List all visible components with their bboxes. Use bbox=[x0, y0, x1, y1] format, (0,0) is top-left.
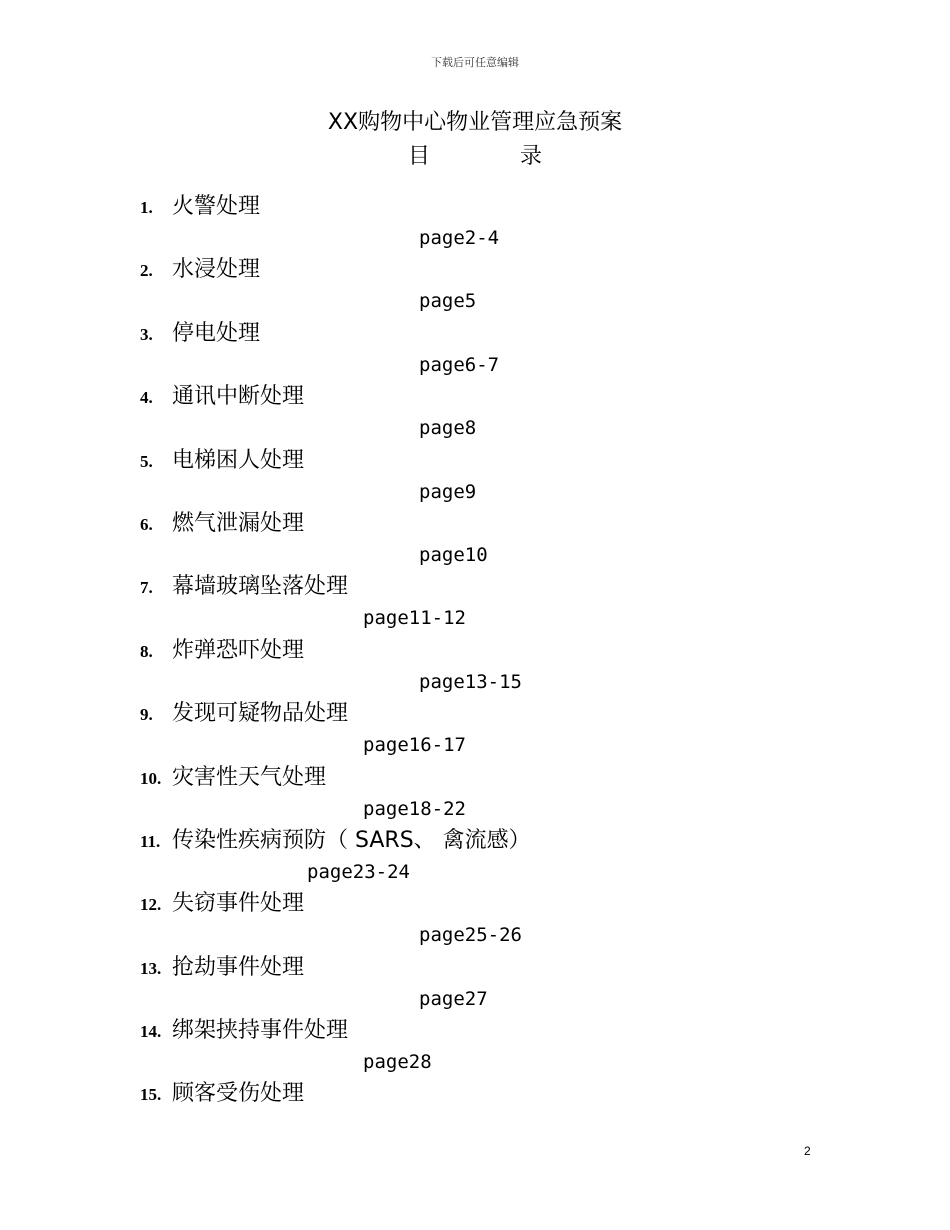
toc-entry-number: 2. bbox=[140, 261, 153, 281]
toc-entry-page: page6-7 bbox=[419, 353, 500, 376]
toc-entry-label: 水浸处理 bbox=[172, 257, 261, 283]
toc-entry-label: 炸弹恐吓处理 bbox=[172, 637, 305, 663]
toc-entry-page: page13-15 bbox=[419, 670, 522, 693]
toc-entry-label: 幕墙玻璃坠落处理 bbox=[172, 574, 349, 600]
toc-entry bbox=[0, 951, 950, 1014]
toc-entry bbox=[0, 444, 950, 507]
toc-entry-number: 15. bbox=[140, 1085, 162, 1105]
toc-entry bbox=[0, 507, 950, 570]
toc-heading-char-1: 目 bbox=[408, 144, 431, 169]
toc-entry-number: 1. bbox=[140, 198, 153, 217]
toc-entry-page: page25-26 bbox=[419, 924, 522, 947]
toc-entry bbox=[0, 887, 950, 950]
toc-entry-number: 10. bbox=[140, 768, 162, 788]
toc-entry-number: 11. bbox=[140, 831, 161, 851]
toc-entry-number: 4. bbox=[140, 388, 153, 408]
header-note: 下载后可任意编辑 bbox=[431, 56, 519, 69]
toc-list bbox=[0, 190, 950, 1141]
toc-entry-number: 14. bbox=[140, 1022, 162, 1042]
toc-entry-label: 电梯困人处理 bbox=[172, 447, 305, 473]
toc-entry bbox=[0, 697, 950, 760]
toc-entry-number: 9. bbox=[140, 705, 153, 725]
document-title: XX购物中心物业管理应急预案 bbox=[327, 110, 623, 135]
toc-entry-label: 火警处理 bbox=[172, 194, 261, 219]
toc-entry-page: page11-12 bbox=[363, 607, 466, 630]
toc-entry bbox=[0, 253, 950, 316]
toc-entry-number: 12. bbox=[140, 895, 162, 915]
toc-entry-page: page28 bbox=[363, 1051, 432, 1074]
toc-entry-number: 5. bbox=[140, 451, 153, 471]
toc-heading-char-2: 录 bbox=[520, 144, 543, 169]
toc-entry-label: 顾客受伤处理 bbox=[172, 1081, 305, 1107]
toc-entry-number: 3. bbox=[140, 324, 153, 344]
toc-entry-label: 传染性疾病预防（ SARS、 禽流感） bbox=[172, 827, 531, 853]
page-number: 2 bbox=[804, 1144, 811, 1158]
toc-entry bbox=[0, 761, 950, 824]
toc-entry bbox=[0, 317, 950, 380]
toc-entry-page: page27 bbox=[419, 987, 488, 1010]
toc-entry-number: 7. bbox=[140, 578, 153, 598]
toc-entry-label: 绑架挟持事件处理 bbox=[172, 1018, 349, 1044]
toc-entry-label: 停电处理 bbox=[172, 320, 261, 346]
toc-entry-number: 13. bbox=[140, 958, 162, 978]
toc-entry-page: page8 bbox=[419, 417, 477, 440]
toc-entry-page: page18-22 bbox=[363, 797, 466, 820]
toc-entry-page: page5 bbox=[419, 290, 477, 313]
toc-entry bbox=[0, 570, 950, 633]
toc-entry bbox=[0, 824, 950, 887]
toc-entry bbox=[0, 634, 950, 697]
toc-entry bbox=[0, 380, 950, 443]
toc-entry-page: page2-4 bbox=[419, 227, 500, 249]
toc-entry-label: 失窃事件处理 bbox=[172, 891, 305, 917]
toc-entry-label: 抢劫事件处理 bbox=[172, 954, 305, 980]
toc-entry bbox=[0, 1014, 950, 1077]
toc-entry-number: 6. bbox=[140, 514, 153, 534]
toc-entry-page: page10 bbox=[419, 543, 488, 566]
toc-heading bbox=[408, 142, 548, 172]
toc-entry-number: 8. bbox=[140, 641, 153, 661]
toc-entry-page: page16-17 bbox=[363, 734, 466, 757]
toc-entry-label: 发现可疑物品处理 bbox=[172, 701, 349, 727]
toc-entry-page: page9 bbox=[419, 480, 477, 503]
toc-entry bbox=[0, 190, 950, 253]
toc-entry-label: 燃气泄漏处理 bbox=[172, 510, 305, 536]
toc-entry bbox=[0, 1077, 950, 1140]
toc-entry-page: page23-24 bbox=[307, 860, 410, 883]
toc-entry-label: 通讯中断处理 bbox=[172, 384, 305, 410]
toc-entry-label: 灾害性天气处理 bbox=[172, 764, 327, 790]
